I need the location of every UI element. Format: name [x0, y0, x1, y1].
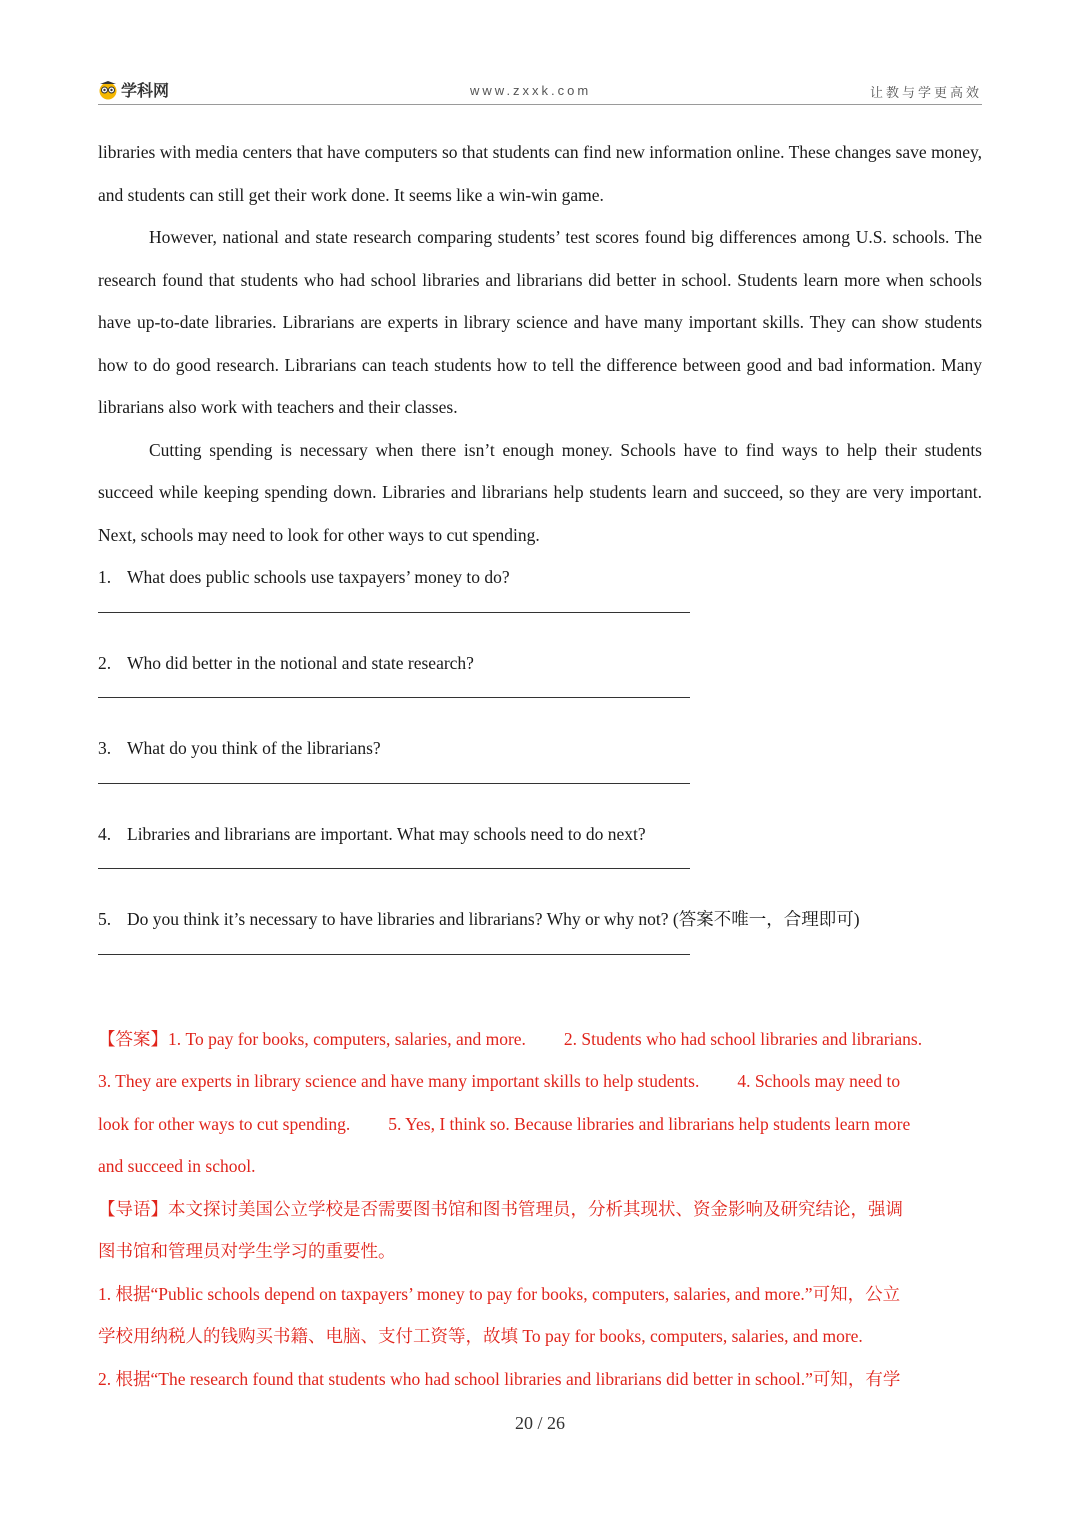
question-text: Do you think it’s necessary to have libraries and librarians? Why or why not? (答案不唯一，合理即可) — [127, 909, 860, 929]
guide-line — [98, 1188, 982, 1231]
spacer — [98, 984, 982, 1018]
question-5 — [98, 898, 982, 941]
page-header — [98, 76, 982, 105]
answer-line-2[interactable] — [98, 697, 690, 698]
guide-tag: 【导语】 — [98, 1198, 168, 1219]
page-number: 20 / 26 — [514, 1413, 565, 1433]
answer-line — [98, 1145, 982, 1188]
explanation-2-line-1: 2. 根据“The research found that students who had school libraries and librarians did better in school.”可知，有学 — [98, 1368, 901, 1389]
page-content — [98, 131, 982, 1400]
answer-5-part2: and succeed in school. — [98, 1156, 256, 1176]
owl-logo-icon — [98, 80, 118, 100]
question-number: 1. — [98, 567, 112, 587]
question-text: What do you think of the librarians? — [127, 738, 381, 758]
question-2 — [98, 642, 982, 685]
answer-4-part1: 4. Schools may need to — [737, 1071, 901, 1091]
answer-3: 3. They are experts in library science and have many important skills to help students. — [98, 1071, 700, 1091]
site-logo[interactable] — [98, 78, 169, 101]
answer-1: 1. To pay for books, computers, salaries, and more. — [168, 1028, 526, 1049]
guide-line-2: 图书馆和管理员对学生学习的重要性。 — [98, 1241, 396, 1261]
question-1 — [98, 556, 982, 599]
explanation-1-line-1: 1. 根据“Public schools depend on taxpayers’ money to pay for books, computers, salaries, and more.”可知，公立 — [98, 1283, 901, 1304]
answer-line-4[interactable] — [98, 868, 690, 869]
passage-paragraph-1: libraries with media centers that have computers so that students can find new information online. These changes save money, and students can still get their work done. It seems like a win-win game. — [98, 142, 982, 205]
question-text: What does public schools use taxpayers’ money to do? — [127, 567, 510, 587]
question-number: 2. — [98, 652, 112, 673]
question-text: Who did better in the notional and state research? — [127, 652, 474, 673]
answer-2: 2. Students who had school libraries and librarians. — [563, 1028, 923, 1049]
passage-paragraph-2: However, national and state research comparing students’ test scores found big differences among U.S. schools. The research found that students who had school libraries and librarians did better in school. Students learn more when schools have up-to-date libraries. Librarians are experts in library science and have many important skills. They can show students how to do good research. Librarians can teach students how to tell the difference between good and bad information. Many librarians also work with teachers and their classes. — [98, 227, 982, 417]
question-number: 3. — [98, 738, 112, 758]
passage-paragraph-3: Cutting spending is necessary when there isn’t enough money. Schools have to find ways to help their students succeed while keeping spending down. Libraries and librarians help students learn and succeed, so they are very important. Next, schools may need to look for other ways to cut spending. — [98, 439, 982, 545]
question-4 — [98, 813, 982, 856]
answer-line-5[interactable] — [98, 954, 690, 955]
header-slogan: 让教与学更高效 — [869, 86, 982, 101]
guide-text-1: 本文探讨美国公立学校是否需要图书馆和图书管理员，分析其现状、资金影响及研究结论，强调 — [168, 1198, 903, 1219]
logo-text: 学科网 — [121, 81, 170, 100]
answer-line-1[interactable] — [98, 612, 690, 613]
answer-line-3[interactable] — [98, 783, 690, 784]
site-url[interactable]: www.zxxk.com — [470, 83, 592, 98]
question-text: Libraries and librarians are important. What may schools need to do next? — [127, 823, 646, 844]
explanation-1-line-2: 学校用纳税人的钱购买书籍、电脑、支付工资等，故填 To pay for books, computers, salaries, and more. — [98, 1326, 863, 1346]
answer-5-part1: 5. Yes, I think so. Because libraries and librarians help students learn more — [388, 1113, 911, 1134]
question-3 — [98, 727, 982, 770]
question-number: 4. — [98, 823, 112, 844]
answer-line — [98, 1103, 982, 1146]
answer-4-part2: look for other ways to cut spending. — [98, 1113, 351, 1134]
question-number: 5. — [98, 909, 112, 929]
answer-line — [98, 1060, 982, 1103]
answer-line — [98, 1018, 982, 1061]
answer-tag: 【答案】 — [98, 1028, 168, 1049]
